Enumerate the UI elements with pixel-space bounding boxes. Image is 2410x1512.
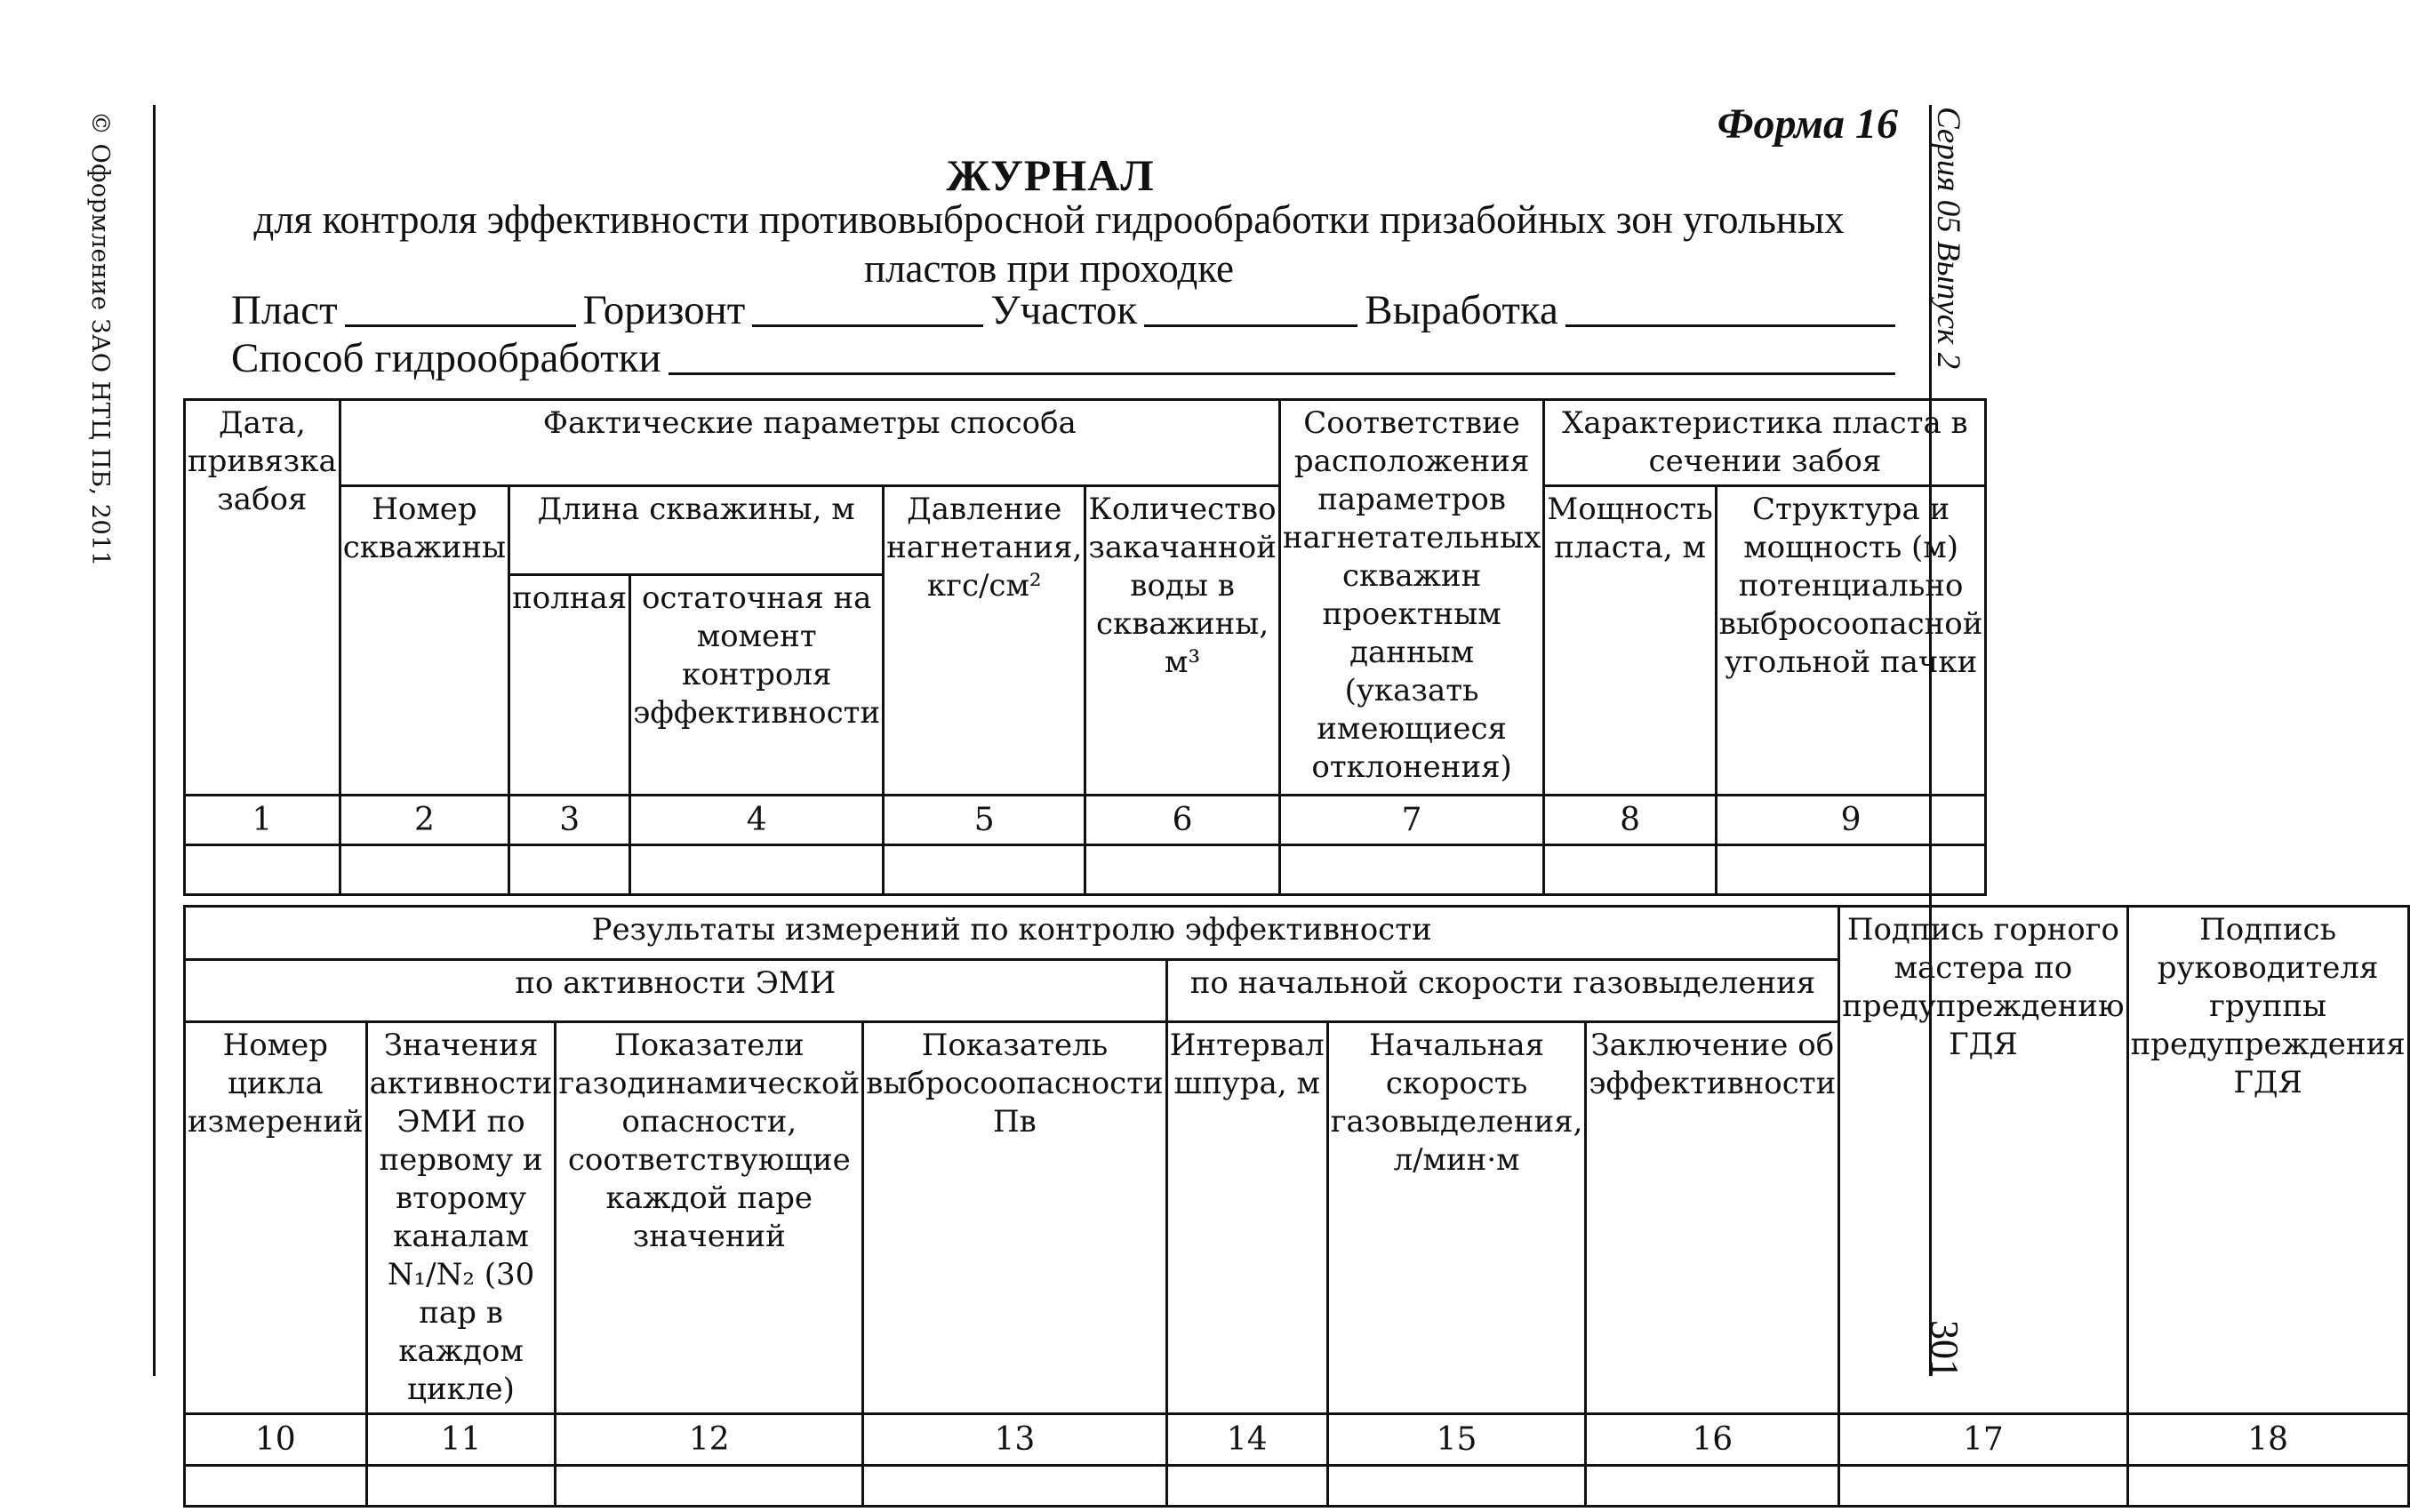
- col-interval-header: Интервал шпура, м: [1166, 1022, 1327, 1414]
- table-results: [183, 905, 2410, 1508]
- col-pressure-header: Давление нагнетания, кгс/см²: [884, 486, 1085, 796]
- table-cell-empty[interactable]: [630, 845, 884, 895]
- col-residual-length-header: остаточная на момент контроля эффективности: [630, 575, 884, 796]
- page-number: 301: [1923, 1320, 1966, 1379]
- table-cell-empty[interactable]: [1839, 1466, 2127, 1507]
- table-cell-empty[interactable]: [1544, 845, 1716, 895]
- journal-subtitle: для контроля эффективности противовыбросной гидрообработки призабойных зон угольных пластов при проходке: [253, 197, 1845, 291]
- table-cell-empty[interactable]: [366, 1466, 556, 1507]
- copyright-note: © Оформление ЗАО НТЦ ПБ, 2011: [86, 111, 114, 567]
- table-cell-empty[interactable]: [509, 845, 630, 895]
- sposob-line[interactable]: [669, 340, 1895, 375]
- col-number: 4: [630, 796, 884, 845]
- journal-title: ЖУРНАЛ: [946, 150, 1155, 200]
- plast-line[interactable]: [345, 292, 576, 327]
- col-emi-header: по активности ЭМИ: [185, 960, 1167, 1022]
- col-full-length-header: полная: [509, 575, 630, 796]
- col-number: 1: [185, 796, 340, 845]
- table-parameters: [183, 398, 1987, 896]
- table-cell-empty[interactable]: [1085, 845, 1280, 895]
- vyrabotka-line[interactable]: [1565, 292, 1895, 327]
- table-cell-empty[interactable]: [863, 1466, 1167, 1507]
- sposob-label: Способ гидрообработки: [231, 335, 661, 381]
- col-compliance-header: Соответствие расположения параметров нагнетательных скважин проектным данным (указать имеющиеся отклонения): [1279, 400, 1544, 796]
- col-number: 11: [366, 1414, 556, 1466]
- gorizont-line[interactable]: [752, 292, 983, 327]
- series-label: Серия 05 Выпуск 2: [1930, 107, 1966, 370]
- col-cycle-header: Номер цикла измерений: [185, 1022, 367, 1414]
- table-cell-empty[interactable]: [884, 845, 1085, 895]
- col-number: 6: [1085, 796, 1280, 845]
- col-well-length-header: Длина скважины, м: [509, 486, 884, 575]
- table-cell-empty[interactable]: [1586, 1466, 1839, 1507]
- vyrabotka-label: Выработка: [1365, 287, 1558, 333]
- col-number: 3: [509, 796, 630, 845]
- table-cell-empty[interactable]: [185, 1466, 367, 1507]
- uchastok-label: Участок: [990, 287, 1138, 333]
- gorizont-label: Горизонт: [582, 287, 746, 333]
- col-number: 17: [1839, 1414, 2127, 1466]
- table-cell-empty[interactable]: [185, 845, 340, 895]
- col-number: 8: [1544, 796, 1716, 845]
- table-cell-empty[interactable]: [2127, 1466, 2408, 1507]
- col-number: 2: [340, 796, 508, 845]
- col-fact-params-header: Фактические параметры способа: [340, 400, 1279, 486]
- col-water-volume-header: Количество закачанной воды в скважины, м³: [1085, 486, 1280, 796]
- col-number: 10: [185, 1414, 367, 1466]
- col-outburst-index-header: Показатель выбросоопасности Пв: [863, 1022, 1167, 1414]
- table-cell-empty[interactable]: [556, 1466, 863, 1507]
- col-gdp-header: Показатели газодинамической опасности, соответствующие каждой паре значений: [556, 1022, 863, 1414]
- form-number: Форма 16: [1717, 100, 1898, 148]
- col-seam-char-header: Характеристика пласта в сечении забоя: [1544, 400, 1986, 486]
- form-fields: [231, 286, 1902, 382]
- table-cell-empty[interactable]: [340, 845, 508, 895]
- col-emi-values-header: Значения активности ЭМИ по первому и второму каналам N₁/N₂ (30 пар в каждом цикле): [366, 1022, 556, 1414]
- col-conclusion-header: Заключение об эффективности: [1586, 1022, 1839, 1414]
- col-number: 13: [863, 1414, 1167, 1466]
- col-number: 9: [1716, 796, 1986, 845]
- table-cell-empty[interactable]: [1327, 1466, 1586, 1507]
- col-master-signature-header: Подпись горного мастера по предупреждению ГДЯ: [1839, 907, 2127, 1414]
- table-cell-empty[interactable]: [1279, 845, 1544, 895]
- col-date-header: Дата, привязка забоя: [185, 400, 340, 796]
- col-gas-speed-header: Начальная скорость газовыделения, л/мин·м: [1327, 1022, 1586, 1414]
- col-results-header: Результаты измерений по контролю эффективности: [185, 907, 1839, 960]
- col-number: 18: [2127, 1414, 2408, 1466]
- col-gas-header: по начальной скорости газовыделения: [1166, 960, 1839, 1022]
- col-number: 15: [1327, 1414, 1586, 1466]
- table-cell-empty[interactable]: [1716, 845, 1986, 895]
- plast-label: Пласт: [231, 287, 338, 333]
- col-structure-header: Структура и мощность (м) потенциально выбросоопасной угольной пачки: [1716, 486, 1986, 796]
- uchastok-line[interactable]: [1144, 292, 1357, 327]
- col-number: 14: [1166, 1414, 1327, 1466]
- col-well-number-header: Номер скважины: [340, 486, 508, 796]
- table-cell-empty[interactable]: [1166, 1466, 1327, 1507]
- col-number: 7: [1279, 796, 1544, 845]
- col-number: 16: [1586, 1414, 1839, 1466]
- left-margin-rule: [153, 105, 156, 1376]
- col-seam-thickness-header: Мощность пласта, м: [1544, 486, 1716, 796]
- col-number: 5: [884, 796, 1085, 845]
- col-head-signature-header: Подпись руководителя группы предупреждения ГДЯ: [2127, 907, 2408, 1414]
- col-number: 12: [556, 1414, 863, 1466]
